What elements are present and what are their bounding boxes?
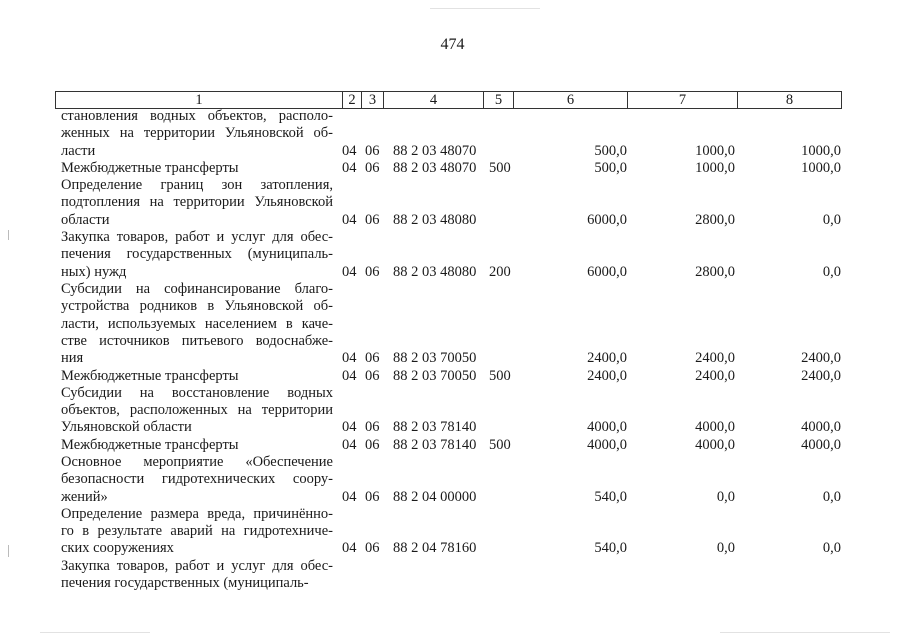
cell-col-4: 88 2 04 78160	[393, 540, 477, 557]
row-description	[61, 454, 333, 506]
cell-col-6: 4000,0	[587, 436, 627, 453]
cell-col-3: 06	[365, 367, 380, 384]
description-line: Межбюджетные трансферты	[61, 159, 239, 176]
cell-col-4: 88 2 03 48070	[393, 142, 477, 159]
cell-col-5: 500	[489, 436, 511, 453]
description-line: подтопления на территории Ульяновской	[61, 194, 333, 211]
cell-col-2: 04	[342, 488, 357, 505]
cell-col-8: 4000,0	[801, 436, 841, 453]
cell-col-6: 6000,0	[587, 263, 627, 280]
cell-col-7: 0,0	[716, 540, 735, 557]
header-col-8: 8	[785, 92, 794, 108]
cell-col-7: 0,0	[716, 488, 735, 505]
cell-col-7: 2800,0	[695, 263, 735, 280]
header-col-4: 4	[384, 92, 484, 108]
scan-artifact	[8, 230, 9, 240]
description-line: печения государственных (муниципаль-	[61, 246, 333, 263]
header-col-3: 3	[362, 92, 384, 108]
description-line: печения государственных (муниципаль-	[61, 575, 309, 592]
cell-col-3: 06	[365, 159, 380, 176]
cell-col-6: 540,0	[594, 488, 627, 505]
cell-col-7: 1000,0	[695, 142, 735, 159]
header-col-2: 2	[343, 92, 362, 108]
cell-col-8: 1000,0	[801, 142, 841, 159]
cell-col-2: 04	[342, 142, 357, 159]
cell-col-6: 540,0	[594, 540, 627, 557]
cell-col-2: 04	[342, 540, 357, 557]
cell-col-4: 88 2 03 48080	[393, 211, 477, 228]
cell-col-6: 2400,0	[587, 350, 627, 367]
cell-col-2: 04	[342, 419, 357, 436]
description-line: женных на территории Ульяновской об-	[61, 125, 333, 142]
cell-col-4: 88 2 04 00000	[393, 488, 477, 505]
row-description	[61, 160, 333, 177]
cell-col-8: 4000,0	[801, 419, 841, 436]
cell-col-3: 06	[365, 540, 380, 557]
row-description	[61, 281, 333, 367]
cell-col-4: 88 2 03 48080	[393, 263, 477, 280]
cell-col-4: 88 2 03 70050	[393, 350, 477, 367]
cell-col-7: 2400,0	[695, 367, 735, 384]
cell-col-2: 04	[342, 436, 357, 453]
cell-col-2: 04	[342, 159, 357, 176]
description-line: Межбюджетные трансферты	[61, 367, 239, 384]
header-col-7: 7	[628, 92, 738, 108]
cell-col-5: 500	[489, 367, 511, 384]
description-line: области	[61, 211, 110, 228]
cell-col-3: 06	[365, 142, 380, 159]
cell-col-2: 04	[342, 211, 357, 228]
description-line: го в результате аварий на гидротехниче-	[61, 523, 333, 540]
cell-col-3: 06	[365, 488, 380, 505]
cell-col-5: 200	[489, 263, 511, 280]
cell-col-4: 88 2 03 48070	[393, 159, 477, 176]
description-line: объектов, расположенных на территории	[61, 402, 333, 419]
description-line: Основное мероприятие «Обеспечение	[61, 454, 333, 470]
cell-col-8: 1000,0	[801, 159, 841, 176]
row-description	[61, 506, 333, 558]
description-line: ских сооружениях	[61, 540, 174, 557]
cell-col-4: 88 2 03 70050	[393, 367, 477, 384]
scan-artifact	[8, 545, 9, 557]
cell-col-7: 1000,0	[695, 159, 735, 176]
cell-col-7: 2800,0	[695, 211, 735, 228]
description-line: безопасности гидротехнических соору-	[61, 471, 333, 488]
header-col-1: 1	[56, 92, 343, 108]
cell-col-8: 2400,0	[801, 367, 841, 384]
cell-col-7: 4000,0	[695, 419, 735, 436]
scan-artifact	[40, 632, 150, 633]
cell-col-2: 04	[342, 263, 357, 280]
cell-col-8: 0,0	[822, 488, 841, 505]
header-col-5: 5	[484, 92, 514, 108]
cell-col-6: 6000,0	[587, 211, 627, 228]
row-description	[61, 229, 333, 281]
description-line: Закупка товаров, работ и услуг для обес-	[61, 229, 333, 246]
cell-col-7: 2400,0	[695, 350, 735, 367]
cell-col-8: 0,0	[822, 263, 841, 280]
description-line: становления водных объектов, располо-	[61, 108, 333, 124]
row-description	[61, 385, 333, 437]
description-line: Ульяновской области	[61, 419, 192, 436]
cell-col-8: 0,0	[822, 211, 841, 228]
cell-col-2: 04	[342, 367, 357, 384]
description-line: стве источников питьевого водоснабже-	[61, 332, 333, 349]
cell-col-2: 04	[342, 350, 357, 367]
cell-col-7: 4000,0	[695, 436, 735, 453]
description-line: ния	[61, 350, 84, 367]
page-number: 474	[440, 36, 465, 53]
header-col-6: 6	[514, 92, 628, 108]
description-line: ных) нужд	[61, 263, 127, 280]
description-line: Определение границ зон затопления,	[61, 177, 333, 194]
cell-col-4: 88 2 03 78140	[393, 436, 477, 453]
cell-col-3: 06	[365, 419, 380, 436]
description-line: Определение размера вреда, причинённо-	[61, 505, 333, 522]
description-line: ласти	[61, 142, 96, 159]
cell-col-3: 06	[365, 263, 380, 280]
scan-artifact	[720, 632, 890, 633]
cell-col-8: 2400,0	[801, 350, 841, 367]
description-line: Субсидии на восстановление водных	[61, 384, 333, 401]
description-line: Субсидии на софинансирование благо-	[61, 281, 333, 297]
description-line: ласти, используемых населением в каче-	[61, 315, 333, 332]
cell-col-8: 0,0	[822, 540, 841, 557]
row-description	[61, 558, 333, 593]
row-description	[61, 108, 333, 160]
row-description	[61, 368, 333, 385]
cell-col-6: 2400,0	[587, 367, 627, 384]
scan-artifact	[430, 8, 540, 9]
cell-col-6: 500,0	[594, 142, 627, 159]
description-line: жений»	[61, 488, 108, 505]
cell-col-3: 06	[365, 350, 380, 367]
cell-col-6: 500,0	[594, 159, 627, 176]
cell-col-5: 500	[489, 159, 511, 176]
cell-col-3: 06	[365, 211, 380, 228]
row-description	[61, 177, 333, 229]
cell-col-4: 88 2 03 78140	[393, 419, 477, 436]
cell-col-6: 4000,0	[587, 419, 627, 436]
cell-col-3: 06	[365, 436, 380, 453]
description-line: Межбюджетные трансферты	[61, 436, 239, 453]
description-line: устройства родников в Ульяновской об-	[61, 298, 333, 315]
row-description	[61, 437, 333, 454]
description-line: Закупка товаров, работ и услуг для обес-	[61, 557, 333, 574]
